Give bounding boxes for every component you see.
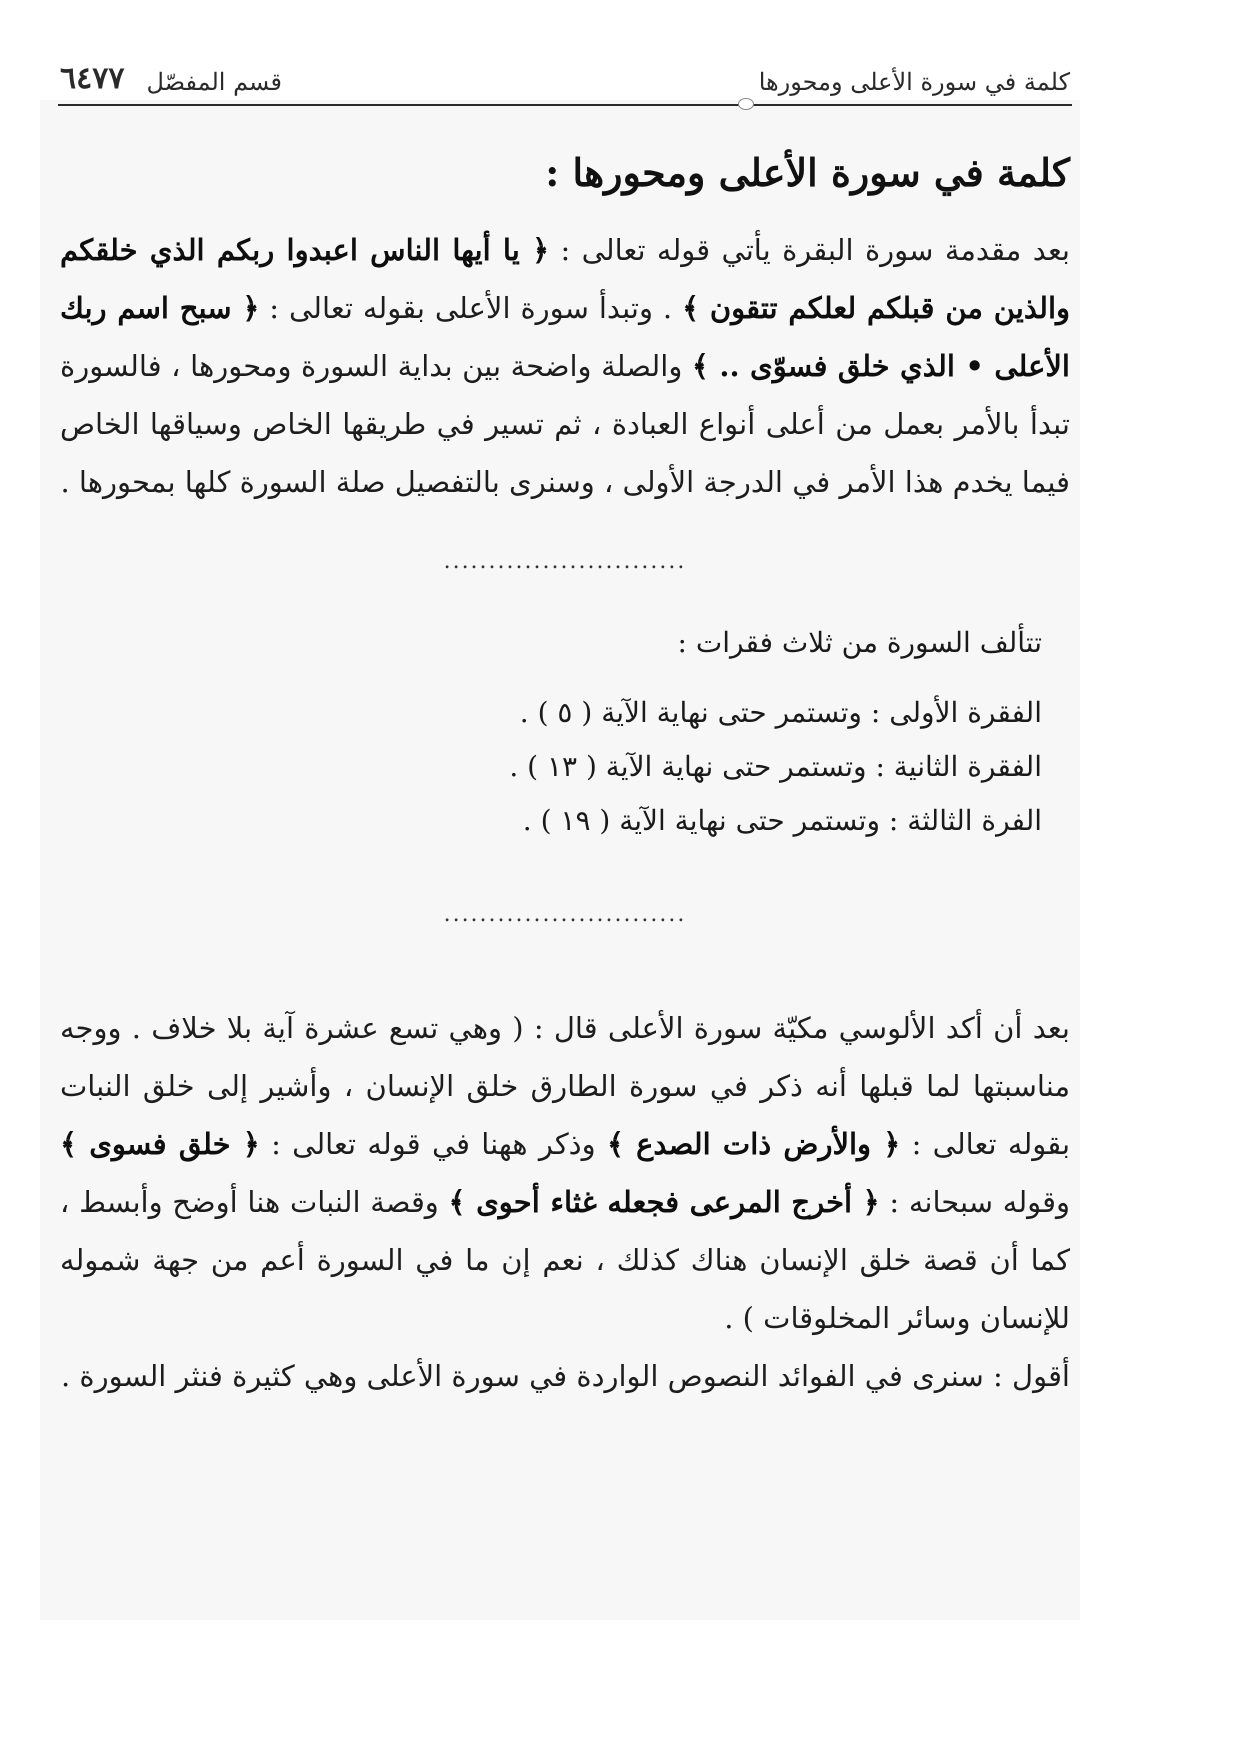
- alusi-text-2: وذكر ههنا في قوله تعالى :: [271, 1127, 596, 1161]
- paragraph-item: الفقرة الثانية : وتستمر حتى نهاية الآية ( ١٣ ) .: [509, 750, 1042, 783]
- section-heading: كلمة في سورة الأعلى ومحورها :: [545, 150, 1070, 195]
- alusi-text-1: بعد أن أكد الألوسي مكيّة سورة الأعلى قال : ( وهي تسع عشرة آية بلا خلاف . ووجه مناسبتها لما قبلها أنه ذكر في سورة الطارق خلق الإنسان ، وأشير إلى خلق النبات بقوله تعالى :: [60, 1011, 1071, 1161]
- dotted-divider: ...........................: [443, 549, 687, 574]
- paragraph-item: الفرة الثالثة : وتستمر حتى نهاية الآية ( ١٩ ) .: [522, 804, 1042, 837]
- closing-paragraph: أقول : سنرى في الفوائد النصوص الواردة في سورة الأعلى وهي كثيرة فنثر السورة .: [60, 1359, 1070, 1393]
- quran-verse: ﴿ أخرج المرعى فجعله غثاء أحوى ﴾: [448, 1185, 880, 1219]
- quran-verse: ﴿ سبح اسم ربك الأعلى • الذي خلق فسوّى .. ﴾: [60, 291, 1070, 383]
- page-number: ٦٤٧٧: [60, 61, 125, 96]
- quran-verse: ﴿ خلق فسوى ﴾: [60, 1127, 260, 1161]
- intro-text-2: . وتبدأ سورة الأعلى بقوله تعالى :: [269, 291, 673, 325]
- header-left-group: [60, 61, 282, 96]
- intro-text-3: والصلة واضحة بين بداية السورة ومحورها ، فالسورة تبدأ بالأمر بعمل من أعلى أنواع العبادة ، ثم تسير في طريقها الخاص وسياقها الخاص فيما يخدم هذا الأمر في الدرجة الأولى ، وسنرى بالتفصيل صلة السورة كلها بمحورها .: [60, 349, 1070, 499]
- quran-verse: ﴿ يا أيها الناس اعبدوا ربكم الذي خلقكم والذين من قبلكم لعلكم تتقون ﴾: [60, 233, 1070, 325]
- intro-text-1: بعد مقدمة سورة البقرة يأتي قوله تعالى :: [560, 233, 1071, 267]
- paragraph-item: الفقرة الأولى : وتستمر حتى نهاية الآية ( ٥ ) .: [519, 696, 1042, 729]
- alusi-text-3: وقوله سبحانه :: [889, 1185, 1071, 1219]
- dotted-divider: ...........................: [443, 902, 687, 927]
- intro-paragraph: [60, 221, 1070, 511]
- page-content: [60, 140, 1070, 1405]
- section-name: قسم المفصّل: [146, 68, 282, 96]
- alusi-text-4: وقصة النبات هنا أوضح وأبسط ، كما أن قصة خلق الإنسان هناك كذلك ، نعم إن ما في السورة أعم من جهة شموله للإنسان وسائر المخلوقات ) .: [60, 1185, 1070, 1335]
- page-header: [60, 48, 1070, 96]
- header-rule: [58, 104, 1072, 106]
- running-title: كلمة في سورة الأعلى ومحورها: [758, 68, 1070, 96]
- paragraphs-intro: تتألف السورة من ثلاث فقرات :: [677, 626, 1042, 659]
- rule-ornament: [738, 98, 754, 110]
- alusi-paragraph: [60, 999, 1070, 1347]
- quran-verse: ﴿ والأرض ذات الصدع ﴾: [606, 1127, 901, 1161]
